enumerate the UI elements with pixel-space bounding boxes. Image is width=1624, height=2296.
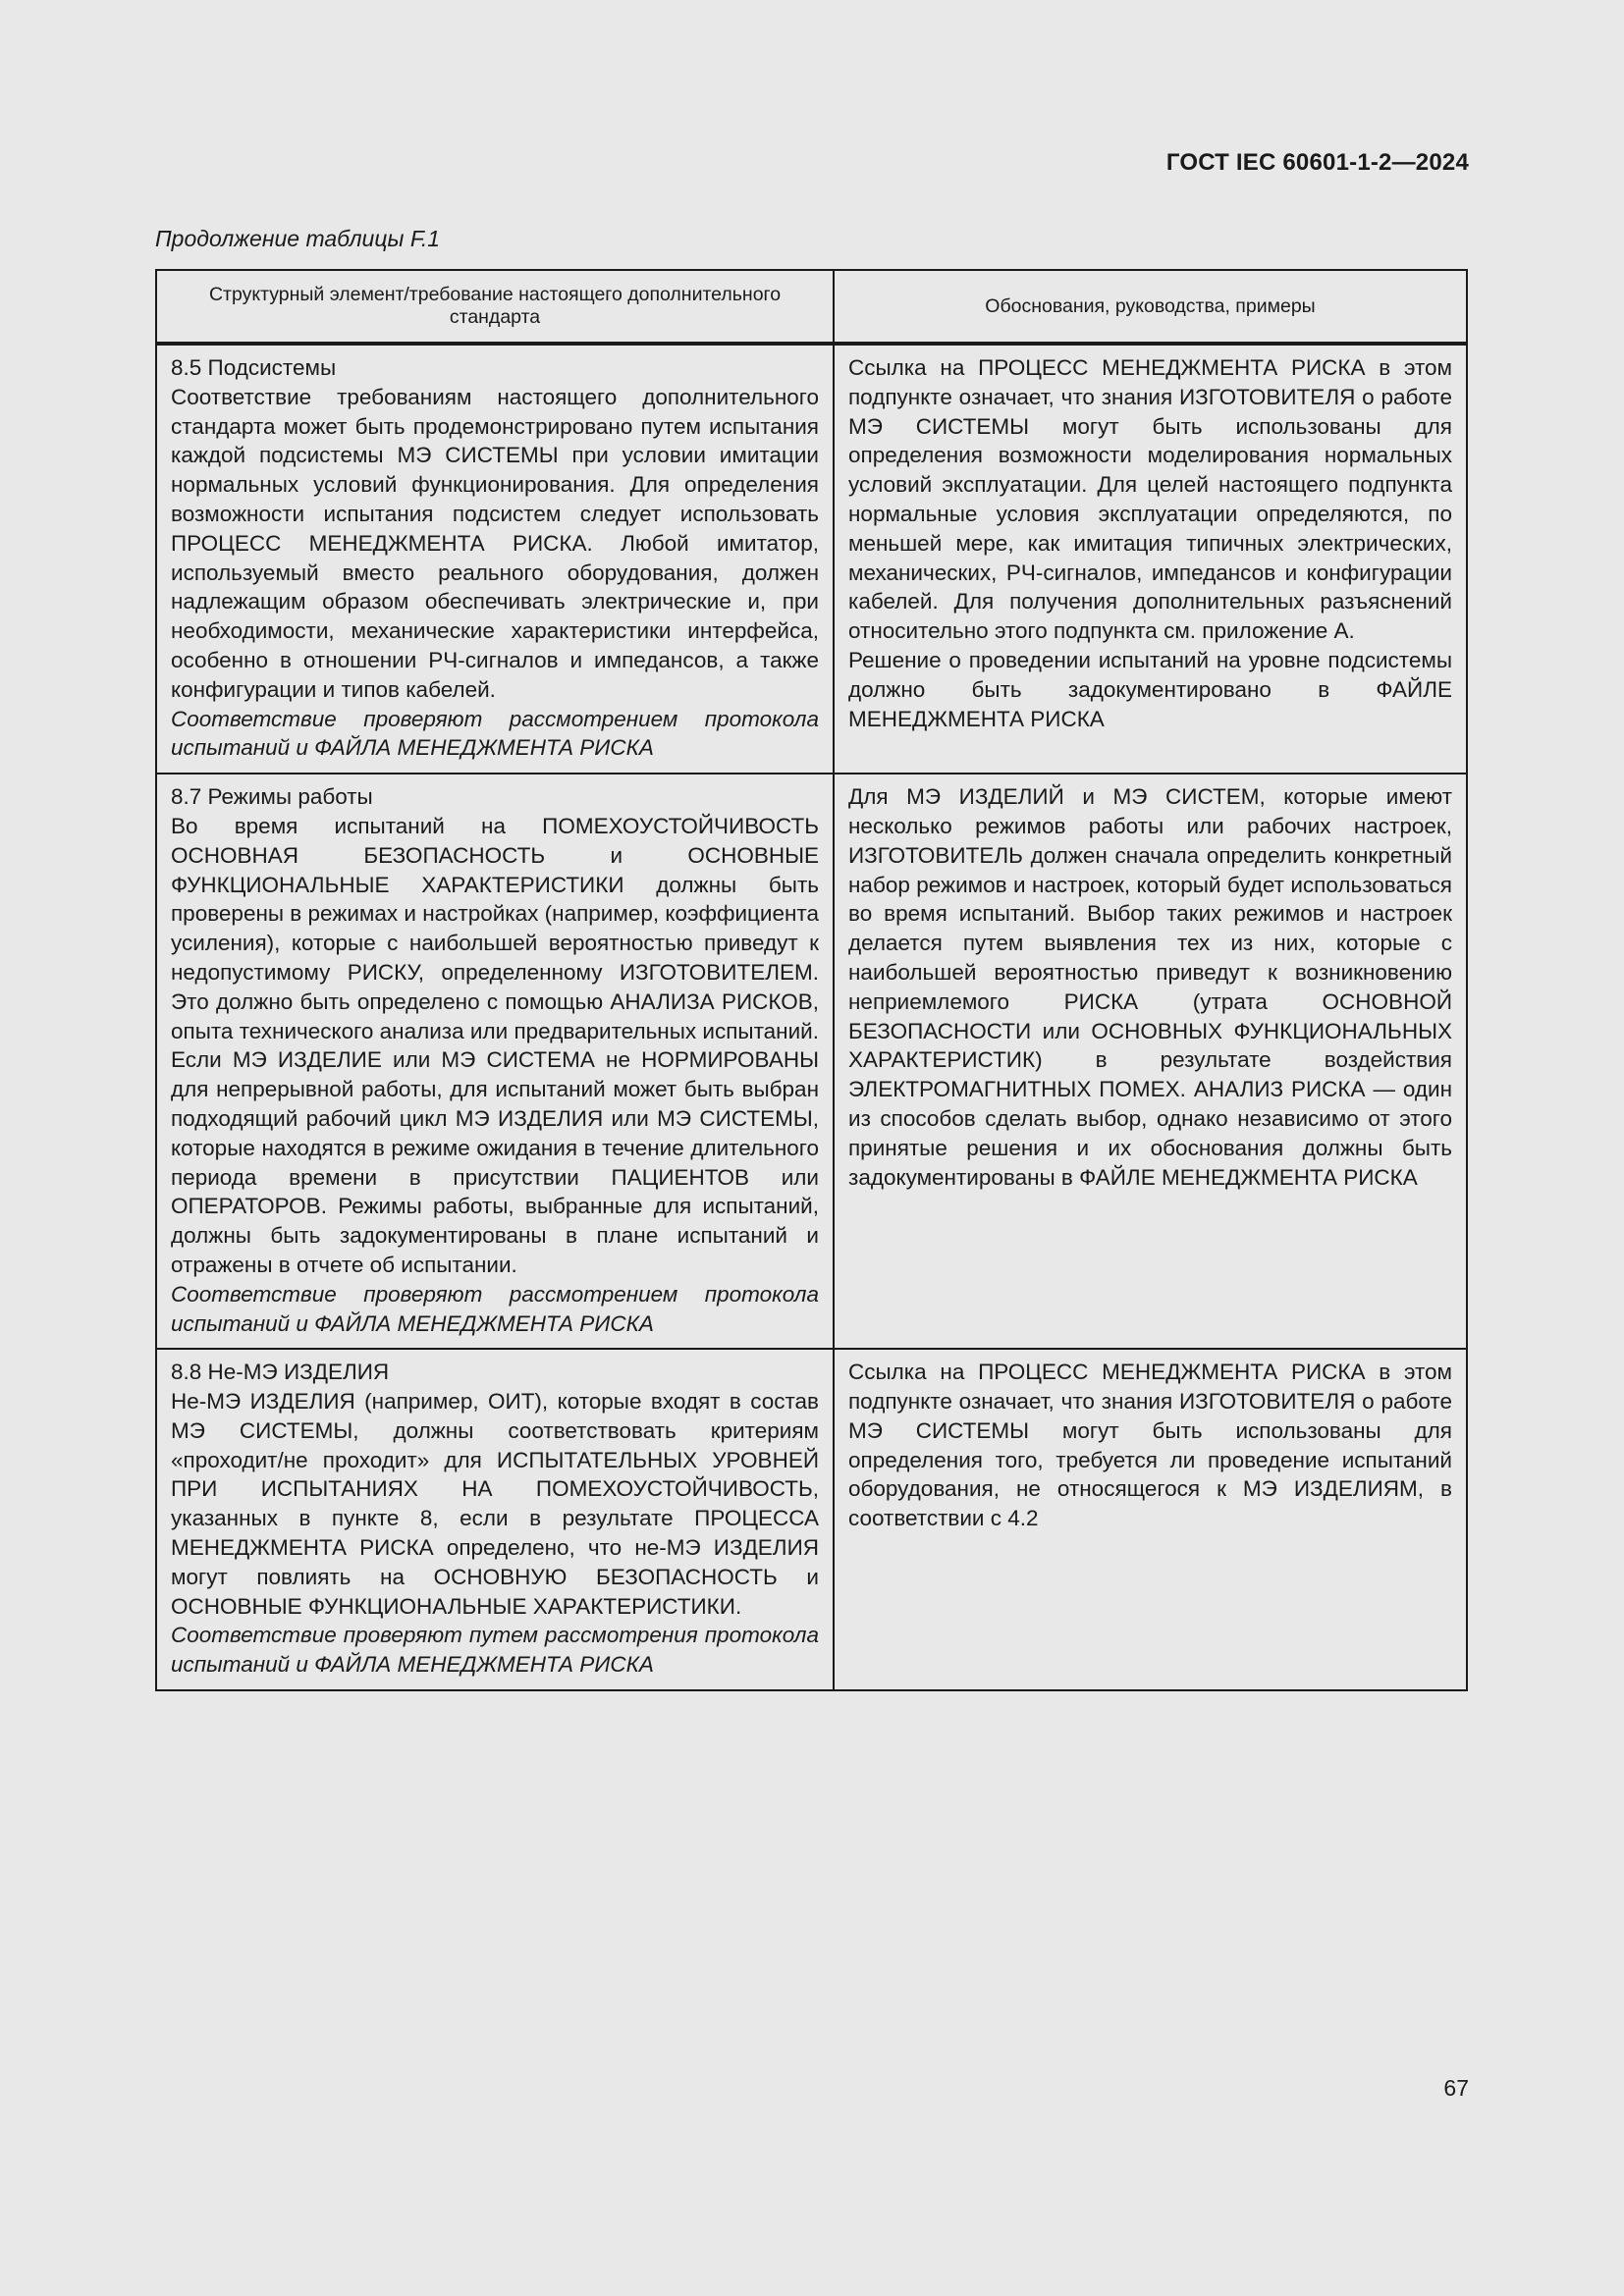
table-row xyxy=(157,1348,1466,1689)
table-caption: Продолжение таблицы F.1 xyxy=(155,226,441,251)
rationale-cell xyxy=(835,1350,1466,1689)
clause-text: Не-МЭ ИЗДЕЛИЯ (например, ОИТ), которые входят в состав МЭ СИСТЕМЫ, должны соответствовать критериям «проходит/не проходит» для ИСПЫТАТЕЛЬНЫХ УРОВНЕЙ ПРИ ИСПЫТАНИЯХ НА ПОМЕХОУСТОЙЧИВОСТЬ, указанных в пункте 8, если в результате ПРОЦЕССА МЕНЕДЖМЕНТА РИСКА определено, что не-МЭ ИЗДЕЛИЯ могут повлиять на ОСНОВНУЮ БЕЗОПАСНОСТЬ и ОСНОВНЫЕ ФУНКЦИОНАЛЬНЫЕ ХАРАКТЕРИСТИКИ. xyxy=(171,1389,819,1619)
clause-title: 8.8 Не-МЭ ИЗДЕЛИЯ xyxy=(171,1360,390,1385)
rationale-text: Решение о проведении испытаний на уровне подсистемы должно быть задокументировано в ФАЙЛЕ МЕНЕДЖМЕНТА РИСКА xyxy=(848,647,1452,731)
table-header-row xyxy=(157,271,1466,344)
clause-title: 8.7 Режимы работы xyxy=(171,784,373,810)
table-row xyxy=(157,773,1466,1348)
compliance-text: Соответствие проверяют путем рассмотрения протокола испытаний и ФАЙЛА МЕНЕДЖМЕНТА РИСКА xyxy=(171,1623,819,1678)
column-header-rationale: Обоснования, руководства, примеры xyxy=(985,294,1316,317)
requirements-table xyxy=(155,269,1468,1691)
compliance-text: Соответствие проверяют рассмотрением протокола испытаний и ФАЙЛА МЕНЕДЖМЕНТА РИСКА xyxy=(171,706,819,761)
rationale-cell xyxy=(835,346,1466,773)
document-header: ГОСТ IEC 60601-1-2—2024 xyxy=(1165,149,1469,176)
rationale-cell xyxy=(835,774,1466,1348)
page-number: 67 xyxy=(1443,2075,1469,2101)
compliance-text: Соответствие проверяют рассмотрением протокола испытаний и ФАЙЛА МЕНЕДЖМЕНТА РИСКА xyxy=(171,1281,819,1336)
clause-text: Во время испытаний на ПОМЕХОУСТОЙЧИВОСТЬ ОСНОВНАЯ БЕЗОПАСНОСТЬ и ОСНОВНЫЕ ФУНКЦИОНАЛЬНЫЕ ХАРАКТЕРИСТИКИ должны быть проверены в режимах и настройках (например, коэффициента усиления), которые с наибольшей вероятностью приведут к недопустимому РИСКУ, определенному ИЗГОТОВИТЕЛЕМ. Это должно быть определено с помощью АНАЛИЗА РИСКОВ, опыта технического анализа или предварительных испытаний. Если МЭ ИЗДЕЛИЕ или МЭ СИСТЕМА не НОРМИРОВАНЫ для непрерывной работы, для испытаний может быть выбран подходящий рабочий цикл МЭ ИЗДЕЛИЯ или МЭ СИСТЕМЫ, которые находятся в режиме ожидания в течение длительного периода времени в присутствии ПАЦИЕНТОВ или ОПЕРАТОРОВ. Режимы работы, выбранные для испытаний, должны быть задокументированы в плане испытаний и отражены в отчете об испытании. xyxy=(171,813,819,1277)
table-row xyxy=(157,344,1466,773)
clause-title: 8.5 Подсистемы xyxy=(171,355,337,380)
rationale-text: Для МЭ ИЗДЕЛИЙ и МЭ СИСТЕМ, которые имеют несколько режимов работы или рабочих настроек, ИЗГОТОВИТЕЛЬ должен сначала определить конкретный набор режимов и настроек, который будет использоваться во время испытаний. Выбор таких режимов и настроек делается путем выявления тех из них, которые с наибольшей вероятностью приведут к возникновению неприемлемого РИСКА (утрата ОСНОВНОЙ БЕЗОПАСНОСТИ или ОСНОВНЫХ ФУНКЦИОНАЛЬНЫХ ХАРАКТЕРИСТИК) в результате воздействия ЭЛЕКТРОМАГНИТНЫХ ПОМЕХ. АНАЛИЗ РИСКА — один из способов сделать выбор, однако независимо от этого принятые решения и их обоснования должны быть задокументированы в ФАЙЛЕ МЕНЕДЖМЕНТА РИСКА xyxy=(848,784,1452,1190)
clause-text: Соответствие требованиям настоящего дополнительного стандарта может быть продемонстрировано путем испытания каждой подсистемы МЭ СИСТЕМЫ при условии имитации нормальных условий функционирования. Для определения возможности испытания подсистем следует использовать ПРОЦЕСС МЕНЕДЖМЕНТА РИСКА. Любой имитатор, используемый вместо реального оборудования, должен надлежащим образом обеспечивать электрические и, при необходимости, механические характеристики интерфейса, особенно в отношении РЧ-сигналов и импедансов, а также конфигурации и типов кабелей. xyxy=(171,384,819,702)
rationale-text: Ссылка на ПРОЦЕСС МЕНЕДЖМЕНТА РИСКА в этом подпункте означает, что знания ИЗГОТОВИТЕЛЯ о работе МЭ СИСТЕМЫ могут быть использованы для определения возможности моделирования нормальных условий эксплуатации. Для целей настоящего подпункта нормальные условия эксплуатации определяются, по меньшей мере, как имитация типичных электрических, механических, РЧ-сигналов, импедансов и конфигурации кабелей. Для получения дополнительных разъяснений относительно этого подпункта см. приложение А. xyxy=(848,355,1452,644)
rationale-text: Ссылка на ПРОЦЕСС МЕНЕДЖМЕНТА РИСКА в этом подпункте означает, что знания ИЗГОТОВИТЕЛЯ о работе МЭ СИСТЕМЫ могут быть использованы для определения того, требуется ли проведение испытаний оборудования, не относящегося к МЭ ИЗДЕЛИЯМ, в соответствии с 4.2 xyxy=(848,1360,1452,1531)
requirement-cell xyxy=(157,346,835,773)
requirement-cell xyxy=(157,1350,835,1689)
requirement-cell xyxy=(157,774,835,1348)
column-header-requirement: Структурный элемент/требование настоящего дополнительного стандарта xyxy=(157,271,835,342)
